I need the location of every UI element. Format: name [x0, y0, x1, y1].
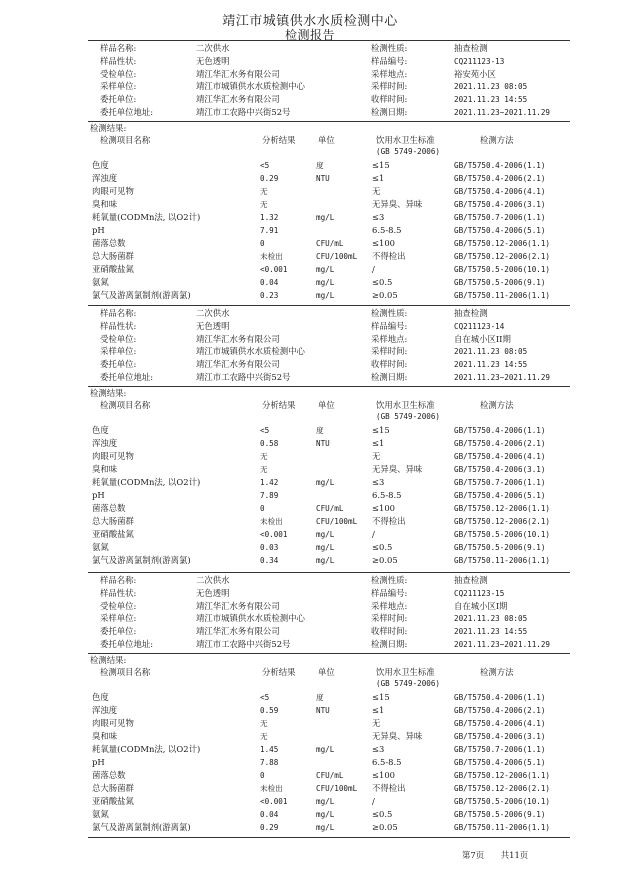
cell-method: GB/T5750.4-2006(2.1)	[454, 438, 546, 448]
cell-unit: CFU/100mL	[316, 251, 358, 261]
cell-result: <5	[260, 425, 270, 435]
label-sampling-time: 采样时间:	[371, 346, 408, 357]
cell-result: 0.58	[260, 438, 279, 448]
cell-result: 无	[260, 199, 268, 209]
cell-unit: mg/L	[316, 264, 335, 274]
cell-item: 氯气及游离氯制剂(游离氯)	[92, 289, 191, 300]
label-sample-no: 样品编号:	[371, 55, 408, 66]
label-sampling-unit: 采样单位:	[100, 81, 137, 92]
cell-standard: /	[372, 263, 375, 274]
cell-result: 0.23	[260, 290, 279, 300]
label-receiving-time: 收样时间:	[371, 94, 408, 105]
cell-result: 未检出	[260, 783, 283, 793]
cell-standard: 无	[372, 185, 381, 196]
cell-item: 肉眼可见物	[92, 717, 134, 728]
cell-standard: ≤15	[372, 691, 390, 702]
col-header-item: 检测项目名称	[100, 134, 151, 145]
cell-standard: ≤100	[372, 769, 396, 780]
value-client-unit: 靖江华汇水务有限公司	[196, 359, 280, 370]
value-sampling-time: 2021.11.23 08:05	[454, 82, 528, 92]
cell-item: pH	[92, 756, 105, 767]
cell-item: 亚硝酸盐氮	[92, 795, 134, 806]
page-title: 靖江市城镇供水水质检测中心	[222, 14, 398, 29]
cell-method: GB/T5750.4-2006(4.1)	[454, 718, 546, 728]
cell-standard: ≤1	[372, 437, 385, 448]
label-client-address: 委托单位地址:	[100, 372, 154, 382]
cell-item: pH	[92, 224, 105, 235]
label-sample-name: 样品名称:	[100, 575, 137, 585]
label-sampling-unit: 采样单位:	[100, 613, 137, 624]
cell-result: 无	[260, 464, 268, 474]
cell-method: GB/T5750.11-2006(1.1)	[454, 822, 551, 832]
cell-item: 总大肠菌群	[92, 515, 134, 526]
cell-standard: ≤3	[372, 743, 385, 754]
cell-item: 肉眼可见物	[92, 185, 134, 196]
cell-result: 1.32	[260, 212, 279, 222]
cell-unit: CFU/mL	[316, 238, 344, 248]
cell-item: 肉眼可见物	[92, 450, 134, 461]
cell-result: <0.001	[260, 264, 288, 274]
cell-result: <0.001	[260, 796, 288, 806]
label-client-unit: 委托单位:	[100, 626, 137, 637]
cell-result: 0	[260, 770, 265, 780]
cell-item: 耗氧量(CODMn法, 以O2计)	[92, 476, 201, 487]
cell-standard: 无	[372, 450, 381, 461]
cell-result: 未检出	[260, 516, 283, 526]
cell-item: 臭和味	[92, 463, 118, 474]
cell-standard: 6.5-8.5	[372, 756, 402, 767]
cell-item: 浑浊度	[92, 704, 118, 715]
value-sample-name: 二次供水	[196, 43, 230, 53]
cell-method: GB/T5750.5-2006(9.1)	[454, 542, 546, 552]
cell-item: 臭和味	[92, 198, 118, 209]
label-test-nature: 检测性质:	[371, 43, 408, 53]
cell-standard: ≤100	[372, 237, 396, 248]
cell-method: GB/T5750.4-2006(1.1)	[454, 425, 546, 435]
cell-unit: NTU	[316, 173, 330, 183]
cell-result: 7.91	[260, 225, 279, 235]
cell-method: GB/T5750.12-2006(1.1)	[454, 503, 551, 513]
label-sampling-site: 采样地点:	[371, 600, 408, 611]
cell-standard: ≤0.5	[372, 541, 393, 552]
cell-item: 耗氧量(CODMn法, 以O2计)	[92, 743, 201, 754]
col-header-result: 分析结果	[262, 666, 296, 677]
col-header-standard-ref: (GB 5749-2006)	[376, 146, 441, 156]
cell-unit: mg/L	[316, 555, 335, 565]
cell-unit: mg/L	[316, 809, 335, 819]
col-header-item: 检测项目名称	[100, 399, 151, 410]
cell-item: 耗氧量(CODMn法, 以O2计)	[92, 211, 201, 222]
col-header-standard: 饮用水卫生标准	[376, 666, 435, 677]
cell-standard: 无异臭、异味	[372, 730, 423, 741]
cell-unit: CFU/mL	[316, 770, 344, 780]
label-client-address: 委托单位地址:	[100, 107, 154, 117]
value-test-date: 2021.11.23~2021.11.29	[454, 373, 551, 382]
cell-item: 色度	[92, 691, 109, 702]
cell-result: 无	[260, 451, 268, 461]
cell-item: 浑浊度	[92, 172, 118, 183]
cell-standard: 无异臭、异味	[372, 198, 423, 209]
cell-standard: 不得检出	[372, 782, 406, 793]
divider-line	[88, 837, 570, 838]
value-sample-property: 无色透明	[196, 55, 230, 66]
cell-method: GB/T5750.4-2006(5.1)	[454, 225, 546, 235]
results-heading: 检测结果:	[90, 387, 127, 398]
cell-standard: ≥0.05	[372, 821, 398, 832]
label-test-date: 检测日期:	[371, 107, 408, 117]
label-sampling-site: 采样地点:	[371, 68, 408, 79]
cell-item: 臭和味	[92, 730, 118, 741]
divider-line	[88, 386, 570, 387]
cell-unit: CFU/mL	[316, 503, 344, 513]
value-client-unit: 靖江华汇水务有限公司	[196, 626, 280, 637]
cell-item: 亚硝酸盐氮	[92, 263, 134, 274]
cell-result: 1.42	[260, 477, 279, 487]
value-test-nature: 抽查检测	[454, 43, 488, 53]
label-client-unit: 委托单位:	[100, 359, 137, 370]
cell-standard: ≤1	[372, 172, 385, 183]
value-sample-property: 无色透明	[196, 320, 230, 331]
value-sampling-unit: 靖江市城镇供水水质检测中心	[196, 346, 305, 357]
cell-result: 0.03	[260, 542, 279, 552]
cell-standard: /	[372, 528, 375, 539]
label-sample-property: 样品性状:	[100, 587, 137, 598]
cell-item: 总大肠菌群	[92, 250, 134, 261]
cell-method: GB/T5750.4-2006(3.1)	[454, 199, 546, 209]
cell-result: 0.04	[260, 809, 279, 819]
cell-method: GB/T5750.4-2006(2.1)	[454, 173, 546, 183]
cell-unit: mg/L	[316, 290, 335, 300]
value-sampling-site: 自在城小区II期	[454, 333, 511, 344]
cell-unit: CFU/100mL	[316, 783, 358, 793]
value-test-nature: 抽查检测	[454, 308, 488, 318]
results-heading: 检测结果:	[90, 654, 127, 665]
cell-standard: 不得检出	[372, 250, 406, 261]
label-receiving-time: 收样时间:	[371, 626, 408, 637]
page-number: 第7页	[462, 850, 485, 860]
cell-item: 氨氮	[92, 808, 109, 819]
value-sample-no: CQ211123-14	[454, 321, 505, 331]
label-sampling-site: 采样地点:	[371, 333, 408, 344]
value-sampling-time: 2021.11.23 08:05	[454, 347, 528, 357]
col-header-result: 分析结果	[262, 399, 296, 410]
value-client-address: 靖江市工农路中兴街52号	[196, 107, 291, 117]
cell-item: 菌落总数	[92, 769, 126, 780]
col-header-unit: 单位	[318, 134, 335, 145]
col-header-standard: 饮用水卫生标准	[376, 399, 435, 410]
value-sampling-unit: 靖江市城镇供水水质检测中心	[196, 81, 305, 92]
cell-item: 浑浊度	[92, 437, 118, 448]
cell-unit: mg/L	[316, 796, 335, 806]
col-header-standard-ref: (GB 5749-2006)	[376, 678, 441, 688]
label-inspected-unit: 受检单位:	[100, 68, 137, 79]
cell-unit: mg/L	[316, 744, 335, 754]
value-sample-property: 无色透明	[196, 587, 230, 598]
value-sampling-site: 裕安苑小区	[454, 68, 496, 79]
col-header-method: 检测方法	[480, 399, 514, 410]
col-header-item: 检测项目名称	[100, 666, 151, 677]
divider-line	[88, 121, 570, 122]
divider-line	[88, 40, 570, 41]
cell-result: 0	[260, 238, 265, 248]
cell-result: <5	[260, 692, 270, 702]
cell-unit: NTU	[316, 705, 330, 715]
results-heading: 检测结果:	[90, 122, 127, 133]
cell-method: GB/T5750.5-2006(10.1)	[454, 529, 551, 539]
cell-result: 0.04	[260, 277, 279, 287]
cell-unit: mg/L	[316, 212, 335, 222]
cell-standard: 6.5-8.5	[372, 489, 402, 500]
cell-result: 1.45	[260, 744, 279, 754]
cell-standard: 无异臭、异味	[372, 463, 423, 474]
cell-standard: ≥0.05	[372, 289, 398, 300]
cell-unit: mg/L	[316, 477, 335, 487]
cell-unit: 度	[316, 160, 324, 170]
page-subtitle: 检测报告	[284, 28, 335, 42]
value-sample-no: CQ211123-15	[454, 588, 505, 598]
cell-method: GB/T5750.7-2006(1.1)	[454, 744, 546, 754]
cell-result: 7.88	[260, 757, 279, 767]
label-sample-no: 样品编号:	[371, 587, 408, 598]
divider-line	[88, 653, 570, 654]
cell-result: 0	[260, 503, 265, 513]
label-sample-name: 样品名称:	[100, 43, 137, 53]
cell-method: GB/T5750.12-2006(2.1)	[454, 516, 551, 526]
cell-standard: ≤0.5	[372, 276, 393, 287]
value-client-address: 靖江市工农路中兴街52号	[196, 639, 291, 649]
cell-unit: 度	[316, 692, 324, 702]
col-header-standard: 饮用水卫生标准	[376, 134, 435, 145]
cell-unit: mg/L	[316, 529, 335, 539]
label-sample-name: 样品名称:	[100, 308, 137, 318]
cell-result: 0.34	[260, 555, 279, 565]
cell-item: 总大肠菌群	[92, 782, 134, 793]
cell-method: GB/T5750.4-2006(4.1)	[454, 451, 546, 461]
label-sample-no: 样品编号:	[371, 320, 408, 331]
cell-method: GB/T5750.5-2006(10.1)	[454, 264, 551, 274]
divider-line	[88, 572, 570, 573]
label-sampling-unit: 采样单位:	[100, 346, 137, 357]
cell-method: GB/T5750.5-2006(9.1)	[454, 277, 546, 287]
cell-result: 无	[260, 731, 268, 741]
cell-result: 7.89	[260, 490, 279, 500]
label-test-date: 检测日期:	[371, 372, 408, 382]
cell-item: 氨氮	[92, 541, 109, 552]
cell-standard: ≤100	[372, 502, 396, 513]
cell-standard: 6.5-8.5	[372, 224, 402, 235]
cell-method: GB/T5750.5-2006(10.1)	[454, 796, 551, 806]
cell-result: 0.29	[260, 822, 279, 832]
cell-method: GB/T5750.4-2006(4.1)	[454, 186, 546, 196]
cell-standard: 不得检出	[372, 515, 406, 526]
value-test-nature: 抽查检测	[454, 575, 488, 585]
divider-line	[88, 305, 570, 306]
label-sampling-time: 采样时间:	[371, 81, 408, 92]
cell-method: GB/T5750.4-2006(3.1)	[454, 731, 546, 741]
cell-item: 氨氮	[92, 276, 109, 287]
value-receiving-time: 2021.11.23 14:55	[454, 627, 528, 637]
cell-standard: /	[372, 795, 375, 806]
cell-unit: mg/L	[316, 822, 335, 832]
value-sample-no: CQ211123-13	[454, 56, 505, 66]
col-header-method: 检测方法	[480, 134, 514, 145]
cell-unit: mg/L	[316, 542, 335, 552]
page-total: 共11页	[500, 850, 529, 860]
cell-item: 色度	[92, 424, 109, 435]
cell-method: GB/T5750.5-2006(9.1)	[454, 809, 546, 819]
value-test-date: 2021.11.23~2021.11.29	[454, 640, 551, 649]
cell-method: GB/T5750.4-2006(5.1)	[454, 757, 546, 767]
label-sampling-time: 采样时间:	[371, 613, 408, 624]
cell-standard: ≤0.5	[372, 808, 393, 819]
value-receiving-time: 2021.11.23 14:55	[454, 360, 528, 370]
cell-unit: NTU	[316, 438, 330, 448]
cell-result: 无	[260, 186, 268, 196]
cell-result: 无	[260, 718, 268, 728]
value-test-date: 2021.11.23~2021.11.29	[454, 108, 551, 117]
cell-result: <5	[260, 160, 270, 170]
cell-method: GB/T5750.12-2006(1.1)	[454, 770, 551, 780]
col-header-unit: 单位	[318, 399, 335, 410]
label-inspected-unit: 受检单位:	[100, 600, 137, 611]
label-test-date: 检测日期:	[371, 639, 408, 649]
cell-method: GB/T5750.11-2006(1.1)	[454, 555, 551, 565]
cell-standard: ≥0.05	[372, 554, 398, 565]
cell-item: 色度	[92, 159, 109, 170]
cell-item: 氯气及游离氯制剂(游离氯)	[92, 821, 191, 832]
cell-method: GB/T5750.12-2006(2.1)	[454, 251, 551, 261]
cell-standard: ≤15	[372, 424, 390, 435]
col-header-method: 检测方法	[480, 666, 514, 677]
cell-standard: ≤3	[372, 476, 385, 487]
value-client-address: 靖江市工农路中兴街52号	[196, 372, 291, 382]
cell-result: 未检出	[260, 251, 283, 261]
label-inspected-unit: 受检单位:	[100, 333, 137, 344]
label-sample-property: 样品性状:	[100, 320, 137, 331]
cell-method: GB/T5750.4-2006(2.1)	[454, 705, 546, 715]
cell-item: 菌落总数	[92, 237, 126, 248]
cell-item: pH	[92, 489, 105, 500]
cell-standard: ≤15	[372, 159, 390, 170]
cell-method: GB/T5750.12-2006(2.1)	[454, 783, 551, 793]
col-header-result: 分析结果	[262, 134, 296, 145]
col-header-standard-ref: (GB 5749-2006)	[376, 411, 441, 421]
cell-unit: mg/L	[316, 277, 335, 287]
cell-method: GB/T5750.7-2006(1.1)	[454, 477, 546, 487]
cell-result: 0.59	[260, 705, 279, 715]
cell-method: GB/T5750.11-2006(1.1)	[454, 290, 551, 300]
value-receiving-time: 2021.11.23 14:55	[454, 95, 528, 105]
cell-unit: CFU/100mL	[316, 516, 358, 526]
col-header-unit: 单位	[318, 666, 335, 677]
label-test-nature: 检测性质:	[371, 308, 408, 318]
value-sample-name: 二次供水	[196, 575, 230, 585]
cell-item: 氯气及游离氯制剂(游离氯)	[92, 554, 191, 565]
cell-method: GB/T5750.12-2006(1.1)	[454, 238, 551, 248]
label-client-unit: 委托单位:	[100, 94, 137, 105]
value-inspected-unit: 靖江华汇水务有限公司	[196, 68, 280, 79]
cell-result: 0.29	[260, 173, 279, 183]
cell-method: GB/T5750.4-2006(3.1)	[454, 464, 546, 474]
label-sample-property: 样品性状:	[100, 55, 137, 66]
cell-method: GB/T5750.4-2006(1.1)	[454, 692, 546, 702]
label-receiving-time: 收样时间:	[371, 359, 408, 370]
cell-unit: 度	[316, 425, 324, 435]
label-client-address: 委托单位地址:	[100, 639, 154, 649]
cell-standard: ≤3	[372, 211, 385, 222]
value-client-unit: 靖江华汇水务有限公司	[196, 94, 280, 105]
cell-item: 菌落总数	[92, 502, 126, 513]
page-footer	[462, 849, 542, 861]
cell-method: GB/T5750.4-2006(1.1)	[454, 160, 546, 170]
label-test-nature: 检测性质:	[371, 575, 408, 585]
cell-result: <0.001	[260, 529, 288, 539]
value-inspected-unit: 靖江华汇水务有限公司	[196, 600, 280, 611]
cell-standard: ≤1	[372, 704, 385, 715]
value-sampling-time: 2021.11.23 08:05	[454, 614, 528, 624]
cell-item: 亚硝酸盐氮	[92, 528, 134, 539]
cell-method: GB/T5750.4-2006(5.1)	[454, 490, 546, 500]
cell-method: GB/T5750.7-2006(1.1)	[454, 212, 546, 222]
value-sampling-unit: 靖江市城镇供水水质检测中心	[196, 613, 305, 624]
value-inspected-unit: 靖江华汇水务有限公司	[196, 333, 280, 344]
value-sampling-site: 自在城小区I期	[454, 600, 508, 611]
value-sample-name: 二次供水	[196, 308, 230, 318]
cell-standard: 无	[372, 717, 381, 728]
